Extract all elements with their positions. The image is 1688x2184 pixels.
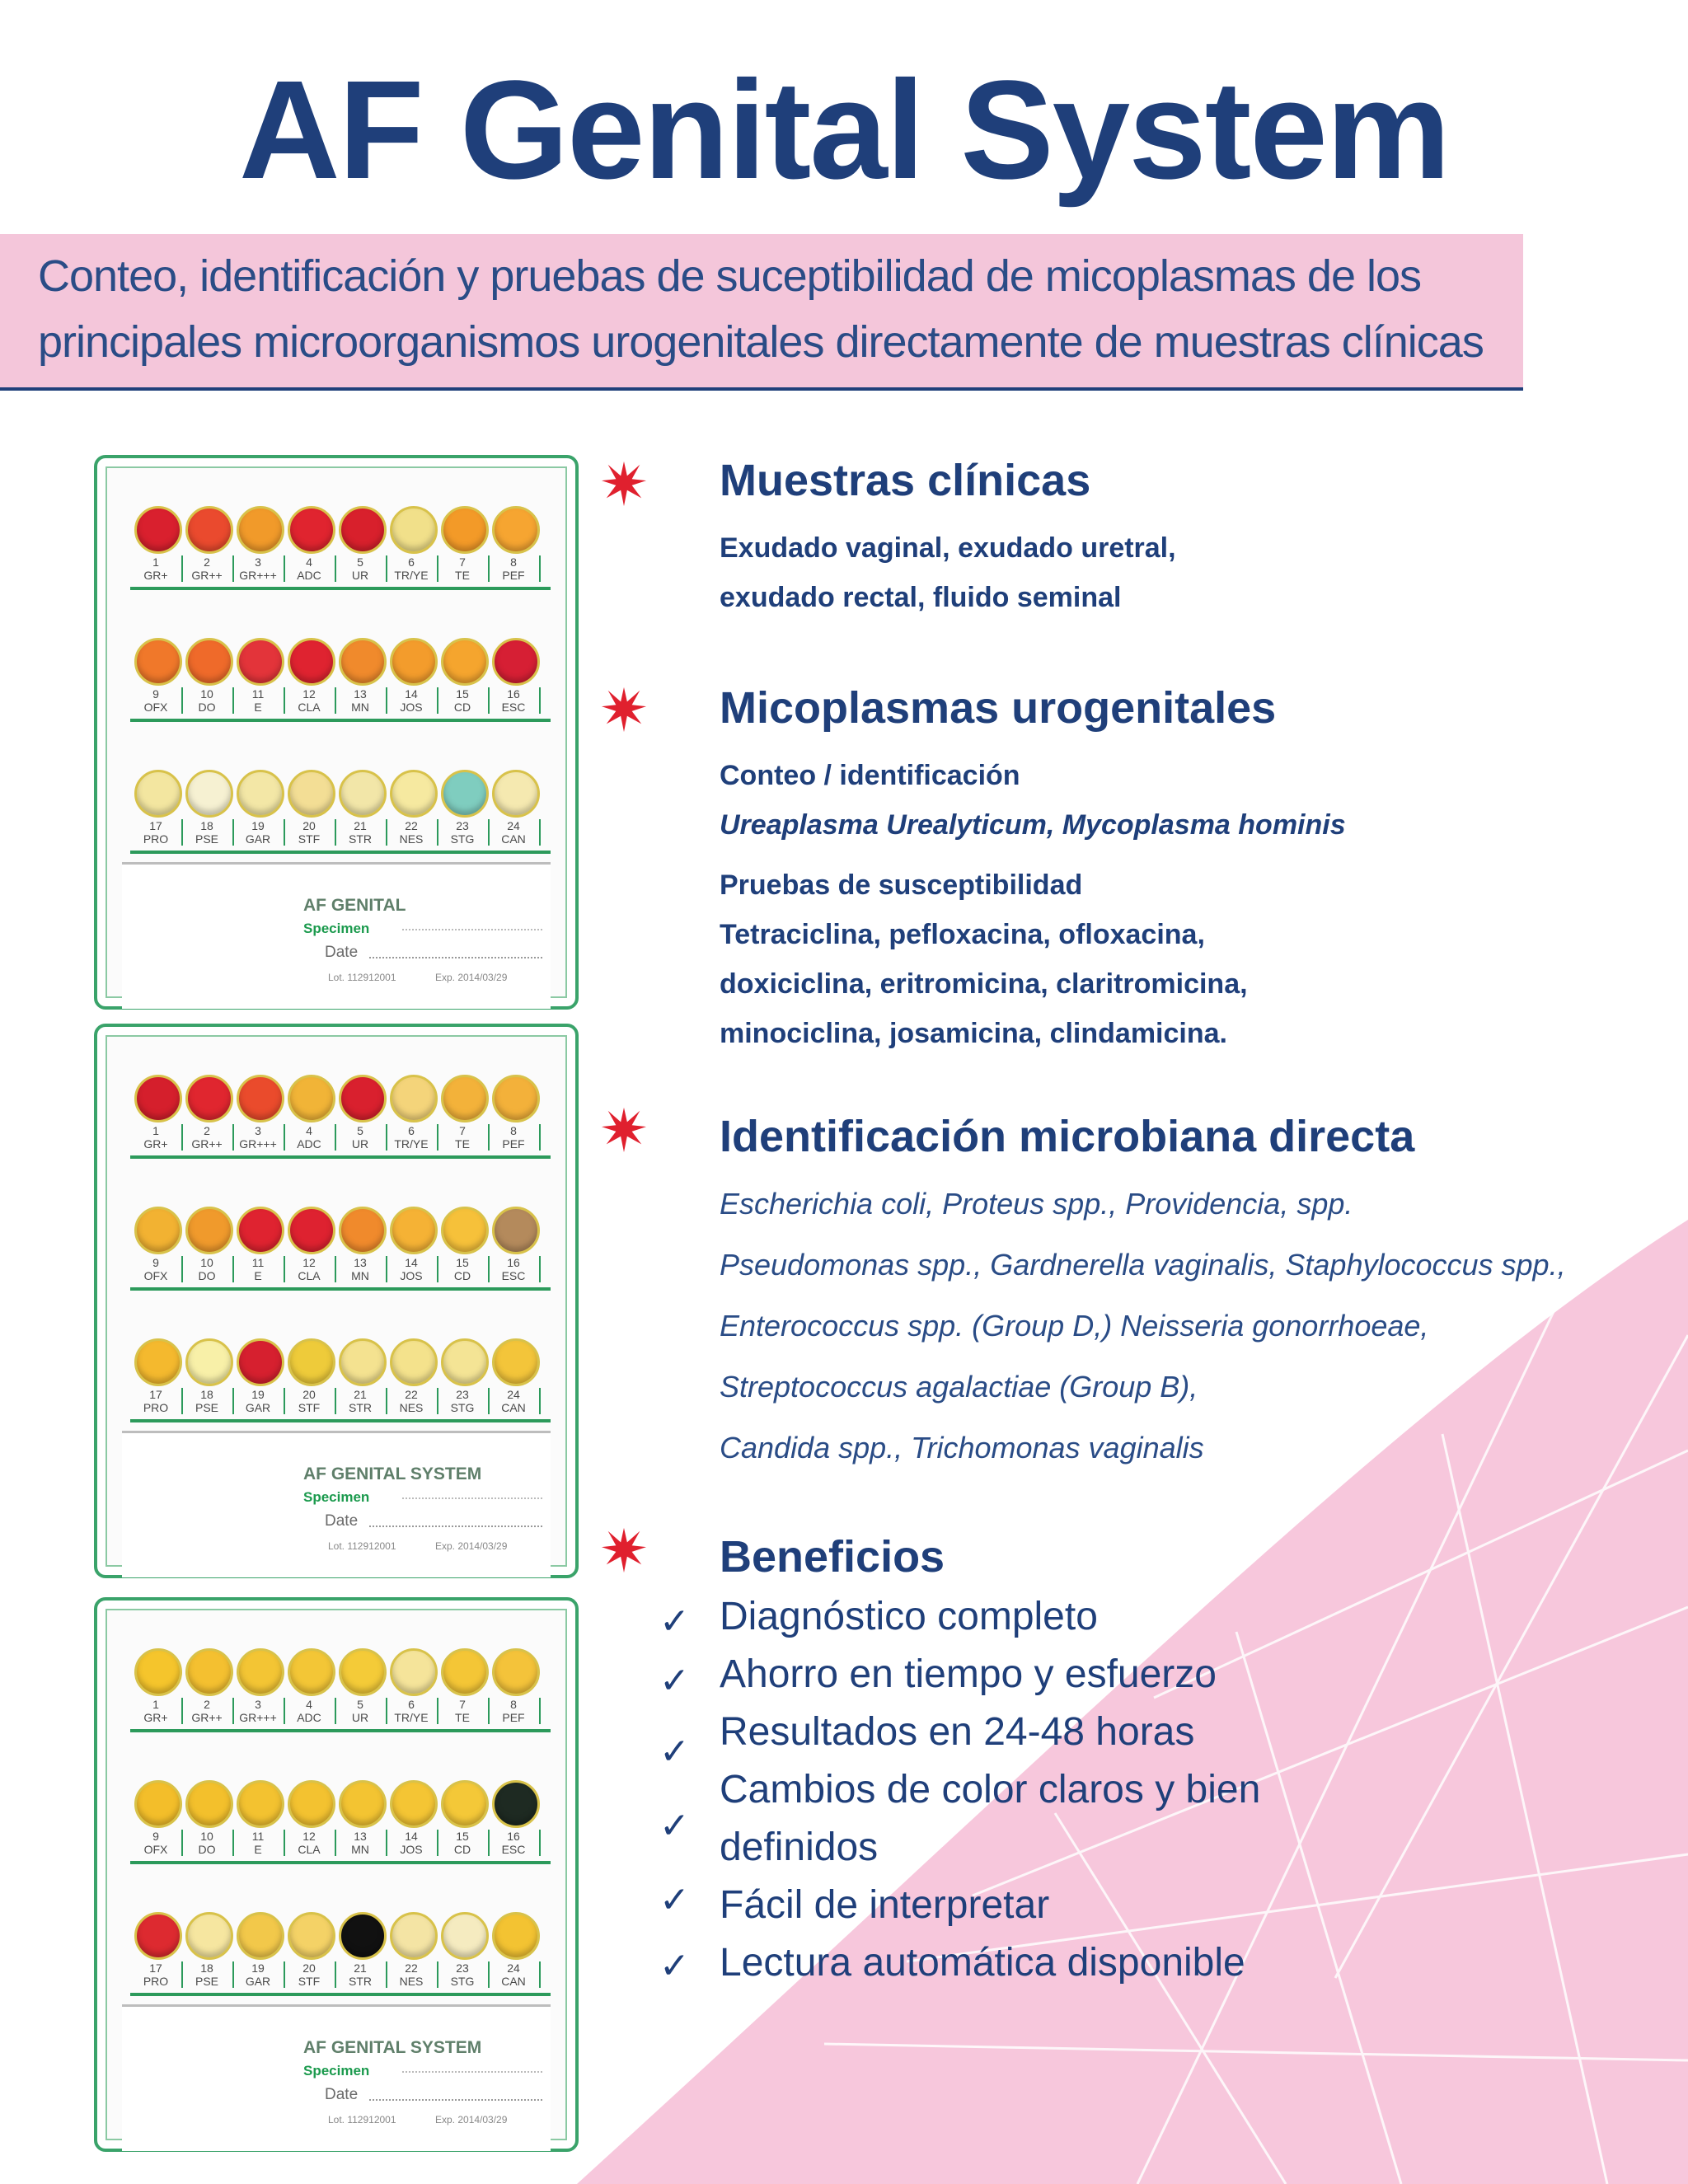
well-label: 1 GR+: [130, 1124, 183, 1151]
subtitle-line-2: principales microorganismos urogenitales directamente de muestras clínicas: [38, 317, 1484, 367]
well-row: [122, 628, 551, 743]
well-label: 20 STF: [284, 819, 336, 846]
test-well: [134, 638, 182, 686]
check-icon: ✓: [659, 1601, 690, 1642]
test-well: [134, 506, 182, 554]
well-label: 7 TE: [437, 1124, 490, 1151]
test-well: [390, 770, 438, 818]
test-well: [390, 1075, 438, 1122]
well-label: 10 DO: [181, 1830, 234, 1856]
organisms-line-2: Pseudomonas spp., Gardnerella vaginalis, Staphylococcus spp.,: [720, 1248, 1566, 1282]
well-row: [122, 1065, 551, 1180]
well-label: 3 GR+++: [232, 555, 285, 582]
specimen-card: [122, 2004, 551, 2151]
row-divider: [130, 1861, 551, 1864]
muestras-line-2: exudado rectal, fluido seminal: [720, 582, 1122, 613]
star-icon: [600, 1526, 648, 1574]
test-well: [339, 506, 387, 554]
card-title: AF GENITAL SYSTEM: [303, 2038, 482, 2057]
well-label: 14 JOS: [386, 1830, 438, 1856]
test-well: [185, 1912, 233, 1960]
test-well: [339, 1912, 387, 1960]
star-icon: [600, 460, 648, 508]
test-well: [134, 1648, 182, 1696]
well-label: 24 CAN: [488, 1388, 541, 1414]
test-well: [237, 638, 284, 686]
date-label: Date: [325, 2086, 359, 2103]
well-label: 9 OFX: [130, 1256, 183, 1282]
date-label: Date: [325, 944, 359, 961]
row-divider: [130, 719, 551, 722]
test-well: [492, 770, 540, 818]
well-label: 16 ESC: [488, 1256, 541, 1282]
well-label: 8 PEF: [488, 1124, 541, 1151]
test-well: [441, 1338, 489, 1386]
well-label: 21 STR: [335, 819, 387, 846]
well-label: 17 PRO: [130, 1961, 183, 1988]
well-label: 2 GR++: [181, 1124, 234, 1151]
test-well: [185, 638, 233, 686]
specimen-line: [402, 2071, 542, 2073]
subtitle-banner: [0, 234, 1523, 391]
test-well: [390, 1912, 438, 1960]
row-divider: [130, 1419, 551, 1422]
test-well: [339, 1075, 387, 1122]
test-well: [134, 1075, 182, 1122]
test-well: [339, 1780, 387, 1828]
well-label: 5 UR: [335, 555, 387, 582]
test-well: [492, 1338, 540, 1386]
test-well: [339, 1338, 387, 1386]
test-well: [339, 638, 387, 686]
organisms-line-3: Enterococcus spp. (Group D,) Neisseria gonorrhoeae,: [720, 1309, 1429, 1343]
well-label: 5 UR: [335, 1124, 387, 1151]
subtitle-line-1: Conteo, identificación y pruebas de suceptibilidad de micoplasmas de los: [38, 251, 1422, 301]
muestras-heading: Muestras clínicas: [720, 456, 1091, 505]
well-label: 22 NES: [386, 1388, 438, 1414]
test-panel: [94, 1024, 579, 1578]
test-well: [185, 1338, 233, 1386]
conteo-subheading: Conteo / identificación: [720, 760, 1020, 791]
test-well: [185, 1780, 233, 1828]
test-well: [185, 1075, 233, 1122]
well-label: 3 GR+++: [232, 1124, 285, 1151]
test-well: [237, 1075, 284, 1122]
well-row: [122, 760, 551, 875]
well-label: 9 OFX: [130, 687, 183, 714]
test-well: [492, 1780, 540, 1828]
organisms-line-4: Streptococcus agalactiae (Group B),: [720, 1370, 1198, 1404]
well-label: 1 GR+: [130, 1698, 183, 1724]
well-label: 16 ESC: [488, 1830, 541, 1856]
well-label: 24 CAN: [488, 1961, 541, 1988]
well-label: 10 DO: [181, 687, 234, 714]
test-well: [237, 1648, 284, 1696]
benefit-item: Cambios de color claros y bien: [720, 1768, 1261, 1811]
well-label: 17 PRO: [130, 1388, 183, 1414]
benefit-item: definidos: [720, 1825, 879, 1869]
well-label: 4 ADC: [284, 1124, 336, 1151]
beneficios-heading: Beneficios: [720, 1532, 945, 1582]
well-label: 6 TR/YE: [386, 555, 438, 582]
drugs-line-3: minociclina, josamicina, clindamicina.: [720, 1018, 1227, 1049]
test-well: [390, 506, 438, 554]
row-divider: [130, 1287, 551, 1291]
well-label: 23 STG: [437, 1961, 490, 1988]
test-well: [134, 1912, 182, 1960]
well-label: 21 STR: [335, 1961, 387, 1988]
date-line: [369, 1526, 542, 1527]
test-panel: [94, 455, 579, 1010]
test-well: [237, 1207, 284, 1254]
well-label: 21 STR: [335, 1388, 387, 1414]
test-well: [390, 1207, 438, 1254]
test-well: [134, 1207, 182, 1254]
check-icon: ✓: [659, 1732, 690, 1772]
susceptibilidad-subheading: Pruebas de susceptibilidad: [720, 869, 1083, 901]
test-well: [390, 1648, 438, 1696]
test-well: [288, 1075, 335, 1122]
test-well: [237, 770, 284, 818]
well-label: 23 STG: [437, 1388, 490, 1414]
row-divider: [130, 851, 551, 854]
check-icon: ✓: [659, 1806, 690, 1846]
organisms-line-1: Escherichia coli, Proteus spp., Providencia, spp.: [720, 1187, 1353, 1221]
well-label: 2 GR++: [181, 555, 234, 582]
test-well: [441, 638, 489, 686]
well-row: [122, 1329, 551, 1444]
well-label: 15 CD: [437, 687, 490, 714]
well-label: 6 TR/YE: [386, 1698, 438, 1724]
star-icon: [600, 1106, 648, 1154]
test-well: [441, 1207, 489, 1254]
benefit-item: Lectura automática disponible: [720, 1941, 1245, 1985]
benefit-item: Ahorro en tiempo y esfuerzo: [720, 1652, 1217, 1696]
well-label: 12 CLA: [284, 1830, 336, 1856]
row-divider: [130, 1155, 551, 1159]
check-icon: ✓: [659, 1946, 690, 1986]
test-well: [288, 770, 335, 818]
test-well: [390, 1780, 438, 1828]
well-label: 4 ADC: [284, 555, 336, 582]
identificacion-heading: Identificación microbiana directa: [720, 1112, 1415, 1161]
well-label: 11 E: [232, 687, 285, 714]
test-well: [390, 1338, 438, 1386]
specimen-label: Specimen: [303, 2063, 370, 2079]
test-well: [492, 1207, 540, 1254]
specimen-line: [402, 1497, 542, 1499]
specimen-label: Specimen: [303, 1489, 370, 1505]
benefit-item: Resultados en 24-48 horas: [720, 1710, 1195, 1754]
row-divider: [130, 1993, 551, 1996]
benefit-item: Diagnóstico completo: [720, 1595, 1098, 1638]
test-well: [185, 1207, 233, 1254]
test-well: [134, 1780, 182, 1828]
test-well: [185, 1648, 233, 1696]
specimen-card: [122, 862, 551, 1009]
well-label: 13 MN: [335, 687, 387, 714]
well-label: 13 MN: [335, 1830, 387, 1856]
organisms-line-5: Candida spp., Trichomonas vaginalis: [720, 1431, 1204, 1465]
check-icon: ✓: [659, 1880, 690, 1920]
well-label: 13 MN: [335, 1256, 387, 1282]
drugs-line-1: Tetraciclina, pefloxacina, ofloxacina,: [720, 919, 1205, 950]
specimen-label: Specimen: [303, 921, 370, 936]
test-well: [288, 1648, 335, 1696]
date-label: Date: [325, 1512, 359, 1530]
check-icon: ✓: [659, 1661, 690, 1701]
well-label: 15 CD: [437, 1256, 490, 1282]
expiry-date: Exp. 2014/03/29: [435, 2114, 508, 2125]
well-label: 18 PSE: [181, 1961, 234, 1988]
test-well: [237, 1338, 284, 1386]
well-label: 7 TE: [437, 555, 490, 582]
lot-number: Lot. 112912001: [328, 2114, 396, 2125]
date-line: [369, 957, 542, 958]
well-label: 22 NES: [386, 819, 438, 846]
row-divider: [130, 1729, 551, 1732]
well-label: 2 GR++: [181, 1698, 234, 1724]
drugs-line-2: doxiciclina, eritromicina, claritromicina,: [720, 968, 1248, 1000]
test-well: [492, 1912, 540, 1960]
well-label: 12 CLA: [284, 687, 336, 714]
test-panel: [94, 1597, 579, 2152]
test-well: [390, 638, 438, 686]
page-title: AF Genital System: [238, 52, 1450, 209]
micoplasma-species: Ureaplasma Urealyticum, Mycoplasma hominis: [720, 809, 1346, 841]
well-label: 16 ESC: [488, 687, 541, 714]
test-well: [492, 1648, 540, 1696]
well-label: 10 DO: [181, 1256, 234, 1282]
well-label: 9 OFX: [130, 1830, 183, 1856]
well-label: 22 NES: [386, 1961, 438, 1988]
well-label: 8 PEF: [488, 555, 541, 582]
well-label: 8 PEF: [488, 1698, 541, 1724]
well-row: [122, 1902, 551, 2018]
well-row: [122, 496, 551, 612]
date-line: [369, 2099, 542, 2101]
well-row: [122, 1770, 551, 1886]
well-label: 11 E: [232, 1830, 285, 1856]
expiry-date: Exp. 2014/03/29: [435, 972, 508, 983]
test-well: [492, 638, 540, 686]
test-well: [492, 1075, 540, 1122]
specimen-line: [402, 929, 542, 930]
muestras-line-1: Exudado vaginal, exudado uretral,: [720, 532, 1176, 564]
well-label: 23 STG: [437, 819, 490, 846]
test-well: [288, 1338, 335, 1386]
test-well: [185, 506, 233, 554]
well-label: 14 JOS: [386, 1256, 438, 1282]
test-well: [492, 506, 540, 554]
test-well: [134, 770, 182, 818]
well-label: 7 TE: [437, 1698, 490, 1724]
test-well: [288, 1207, 335, 1254]
well-label: 17 PRO: [130, 819, 183, 846]
well-label: 5 UR: [335, 1698, 387, 1724]
well-label: 18 PSE: [181, 819, 234, 846]
test-well: [288, 506, 335, 554]
test-well: [441, 1075, 489, 1122]
test-well: [441, 506, 489, 554]
well-label: 20 STF: [284, 1961, 336, 1988]
well-row: [122, 1638, 551, 1754]
well-label: 1 GR+: [130, 555, 183, 582]
test-well: [288, 1912, 335, 1960]
test-well: [441, 1912, 489, 1960]
well-label: 6 TR/YE: [386, 1124, 438, 1151]
test-well: [441, 770, 489, 818]
test-well: [288, 1780, 335, 1828]
test-well: [288, 638, 335, 686]
test-well: [441, 1780, 489, 1828]
star-icon: [600, 686, 648, 733]
row-divider: [130, 587, 551, 590]
test-well: [134, 1338, 182, 1386]
well-label: 12 CLA: [284, 1256, 336, 1282]
test-well: [185, 770, 233, 818]
well-label: 18 PSE: [181, 1388, 234, 1414]
well-label: 11 E: [232, 1256, 285, 1282]
specimen-card: [122, 1431, 551, 1577]
test-well: [237, 506, 284, 554]
well-label: 19 GAR: [232, 819, 285, 846]
benefit-item: Fácil de interpretar: [720, 1883, 1050, 1927]
well-label: 24 CAN: [488, 819, 541, 846]
lot-number: Lot. 112912001: [328, 1540, 396, 1552]
test-well: [339, 1207, 387, 1254]
well-label: 4 ADC: [284, 1698, 336, 1724]
lot-number: Lot. 112912001: [328, 972, 396, 983]
test-well: [339, 770, 387, 818]
test-well: [339, 1648, 387, 1696]
card-title: AF GENITAL: [303, 896, 406, 915]
card-title: AF GENITAL SYSTEM: [303, 1465, 482, 1483]
test-well: [441, 1648, 489, 1696]
well-label: 19 GAR: [232, 1388, 285, 1414]
well-label: 15 CD: [437, 1830, 490, 1856]
test-well: [237, 1912, 284, 1960]
expiry-date: Exp. 2014/03/29: [435, 1540, 508, 1552]
well-label: 20 STF: [284, 1388, 336, 1414]
test-well: [237, 1780, 284, 1828]
micoplasmas-heading: Micoplasmas urogenitales: [720, 683, 1277, 733]
well-label: 3 GR+++: [232, 1698, 285, 1724]
well-row: [122, 1197, 551, 1312]
well-label: 14 JOS: [386, 687, 438, 714]
well-label: 19 GAR: [232, 1961, 285, 1988]
